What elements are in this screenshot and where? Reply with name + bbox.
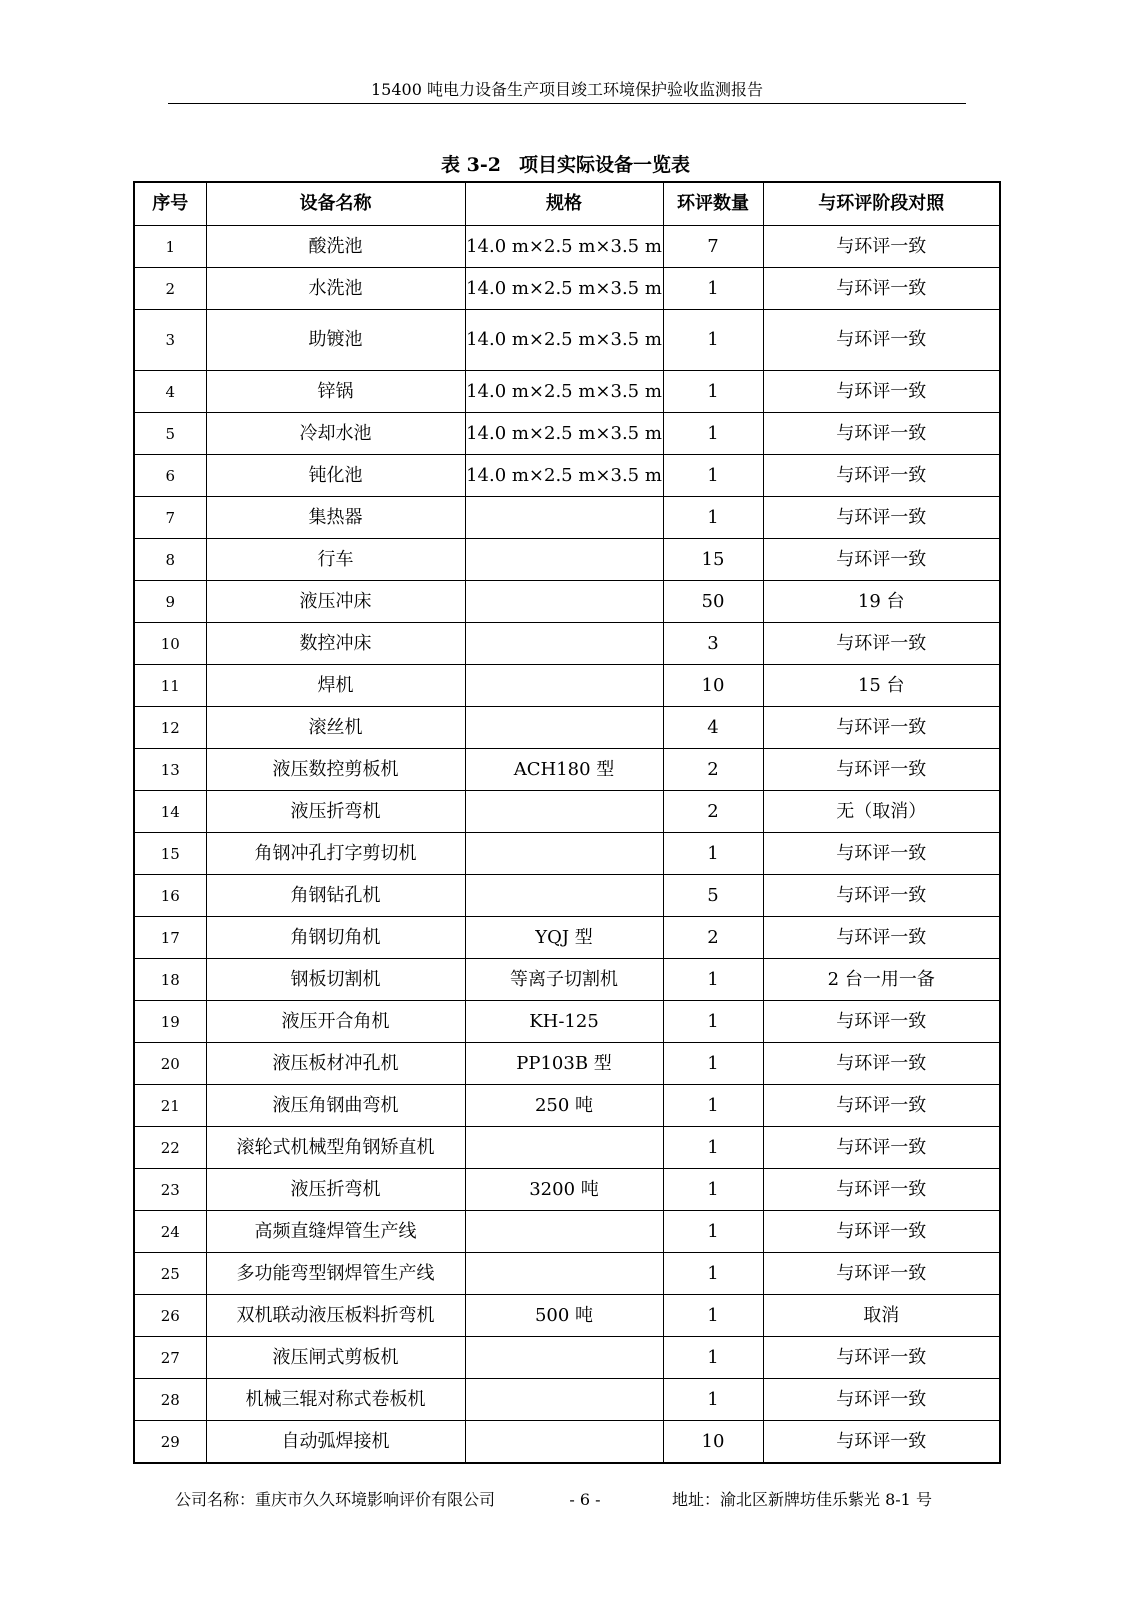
cell-comparison: 与环评一致	[763, 371, 1000, 413]
footer-company: 公司名称：重庆市久久环境影响评价有限公司	[175, 1490, 496, 1509]
cell-comparison: 取消	[763, 1295, 1000, 1337]
table-caption: 项目实际设备一览表	[518, 154, 690, 176]
cell-comparison: 与环评一致	[763, 1253, 1000, 1295]
cell-no: 18	[134, 959, 206, 1001]
cell-no: 10	[134, 623, 206, 665]
cell-comparison: 与环评一致	[763, 268, 1000, 310]
cell-spec: 14.0 m×2.5 m×3.5 m	[465, 455, 663, 497]
cell-equipment-name: 角钢钻孔机	[206, 875, 465, 917]
cell-spec: 14.0 m×2.5 m×3.5 m	[465, 268, 663, 310]
cell-equipment-name: 集热器	[206, 497, 465, 539]
table-row	[134, 1169, 1000, 1211]
table-row	[134, 1253, 1000, 1295]
cell-no: 28	[134, 1379, 206, 1421]
cell-no: 7	[134, 497, 206, 539]
cell-spec: PP103B 型	[465, 1043, 663, 1085]
cell-no: 21	[134, 1085, 206, 1127]
cell-quantity: 5	[663, 875, 763, 917]
cell-no: 13	[134, 749, 206, 791]
cell-equipment-name: 液压闸式剪板机	[206, 1337, 465, 1379]
table-row	[134, 310, 1000, 371]
cell-comparison: 与环评一致	[763, 1127, 1000, 1169]
cell-spec	[465, 1337, 663, 1379]
table-row	[134, 875, 1000, 917]
cell-comparison: 与环评一致	[763, 226, 1000, 268]
cell-comparison: 15 台	[763, 665, 1000, 707]
cell-spec	[465, 539, 663, 581]
cell-spec: 等离子切割机	[465, 959, 663, 1001]
table-row	[134, 1127, 1000, 1169]
cell-quantity: 1	[663, 959, 763, 1001]
cell-quantity: 1	[663, 455, 763, 497]
cell-comparison: 与环评一致	[763, 917, 1000, 959]
cell-comparison: 19 台	[763, 581, 1000, 623]
cell-quantity: 1	[663, 268, 763, 310]
cell-spec	[465, 1127, 663, 1169]
table-row	[134, 707, 1000, 749]
cell-comparison: 与环评一致	[763, 455, 1000, 497]
table-row	[134, 226, 1000, 268]
cell-quantity: 1	[663, 1337, 763, 1379]
table-row	[134, 581, 1000, 623]
cell-equipment-name: 角钢切角机	[206, 917, 465, 959]
cell-spec: 250 吨	[465, 1085, 663, 1127]
table-row	[134, 791, 1000, 833]
cell-quantity: 7	[663, 226, 763, 268]
cell-spec: ACH180 型	[465, 749, 663, 791]
cell-equipment-name: 高频直缝焊管生产线	[206, 1211, 465, 1253]
cell-equipment-name: 液压角钢曲弯机	[206, 1085, 465, 1127]
cell-no: 12	[134, 707, 206, 749]
cell-quantity: 50	[663, 581, 763, 623]
footer-address: 地址：渝北区新牌坊佳乐紫光 8-1 号	[672, 1490, 932, 1509]
cell-spec	[465, 1379, 663, 1421]
column-header-compare: 与环评阶段对照	[763, 182, 1000, 226]
cell-spec: YQJ 型	[465, 917, 663, 959]
cell-comparison: 无（取消）	[763, 791, 1000, 833]
cell-spec: 14.0 m×2.5 m×3.5 m	[465, 310, 663, 371]
cell-quantity: 1	[663, 833, 763, 875]
cell-spec	[465, 665, 663, 707]
cell-comparison: 与环评一致	[763, 539, 1000, 581]
cell-equipment-name: 滚轮式机械型角钢矫直机	[206, 1127, 465, 1169]
table-row	[134, 623, 1000, 665]
table-row	[134, 1337, 1000, 1379]
cell-no: 17	[134, 917, 206, 959]
cell-spec	[465, 1211, 663, 1253]
table-row	[134, 833, 1000, 875]
cell-spec	[465, 623, 663, 665]
cell-no: 14	[134, 791, 206, 833]
cell-quantity: 1	[663, 1169, 763, 1211]
cell-equipment-name: 酸洗池	[206, 226, 465, 268]
cell-no: 8	[134, 539, 206, 581]
column-header-no: 序号	[134, 182, 206, 226]
column-header-qty: 环评数量	[663, 182, 763, 226]
table-row	[134, 455, 1000, 497]
table-row	[134, 413, 1000, 455]
cell-quantity: 2	[663, 917, 763, 959]
cell-no: 26	[134, 1295, 206, 1337]
cell-spec: 14.0 m×2.5 m×3.5 m	[465, 413, 663, 455]
header-divider	[168, 103, 966, 104]
cell-comparison: 与环评一致	[763, 833, 1000, 875]
table-title	[133, 150, 998, 180]
cell-spec	[465, 497, 663, 539]
cell-equipment-name: 钝化池	[206, 455, 465, 497]
cell-equipment-name: 液压折弯机	[206, 1169, 465, 1211]
cell-comparison: 与环评一致	[763, 875, 1000, 917]
cell-quantity: 2	[663, 791, 763, 833]
table-row	[134, 371, 1000, 413]
cell-comparison: 与环评一致	[763, 1169, 1000, 1211]
page-number: - 6 -	[569, 1490, 601, 1509]
cell-equipment-name: 双机联动液压板料折弯机	[206, 1295, 465, 1337]
table-row	[134, 1001, 1000, 1043]
cell-comparison: 与环评一致	[763, 707, 1000, 749]
table-row	[134, 497, 1000, 539]
cell-quantity: 1	[663, 1295, 763, 1337]
cell-quantity: 1	[663, 1379, 763, 1421]
cell-comparison: 与环评一致	[763, 1211, 1000, 1253]
cell-spec	[465, 707, 663, 749]
column-header-spec: 规格	[465, 182, 663, 226]
cell-equipment-name: 滚丝机	[206, 707, 465, 749]
table-row	[134, 959, 1000, 1001]
table-row	[134, 1043, 1000, 1085]
cell-quantity: 1	[663, 497, 763, 539]
cell-no: 1	[134, 226, 206, 268]
cell-equipment-name: 自动弧焊接机	[206, 1421, 465, 1464]
cell-comparison: 与环评一致	[763, 1379, 1000, 1421]
cell-spec: 3200 吨	[465, 1169, 663, 1211]
cell-spec	[465, 791, 663, 833]
cell-comparison: 与环评一致	[763, 310, 1000, 371]
cell-quantity: 1	[663, 1253, 763, 1295]
cell-comparison: 2 台一用一备	[763, 959, 1000, 1001]
cell-quantity: 10	[663, 665, 763, 707]
cell-comparison: 与环评一致	[763, 1421, 1000, 1464]
cell-no: 11	[134, 665, 206, 707]
cell-spec	[465, 875, 663, 917]
table-row	[134, 1211, 1000, 1253]
cell-equipment-name: 角钢冲孔打字剪切机	[206, 833, 465, 875]
table-row	[134, 1379, 1000, 1421]
column-header-name: 设备名称	[206, 182, 465, 226]
cell-quantity: 1	[663, 1127, 763, 1169]
cell-no: 23	[134, 1169, 206, 1211]
report-header-title: 15400 吨电力设备生产项目竣工环境保护验收监测报告	[371, 80, 763, 99]
cell-equipment-name: 液压板材冲孔机	[206, 1043, 465, 1085]
cell-spec	[465, 833, 663, 875]
cell-quantity: 1	[663, 310, 763, 371]
cell-comparison: 与环评一致	[763, 1001, 1000, 1043]
cell-equipment-name: 行车	[206, 539, 465, 581]
equipment-table	[133, 181, 1001, 1464]
cell-comparison: 与环评一致	[763, 1085, 1000, 1127]
cell-no: 27	[134, 1337, 206, 1379]
cell-equipment-name: 液压数控剪板机	[206, 749, 465, 791]
cell-quantity: 1	[663, 1043, 763, 1085]
cell-equipment-name: 液压开合角机	[206, 1001, 465, 1043]
cell-equipment-name: 锌锅	[206, 371, 465, 413]
cell-comparison: 与环评一致	[763, 497, 1000, 539]
cell-quantity: 1	[663, 413, 763, 455]
cell-no: 4	[134, 371, 206, 413]
cell-comparison: 与环评一致	[763, 413, 1000, 455]
cell-no: 5	[134, 413, 206, 455]
cell-comparison: 与环评一致	[763, 1043, 1000, 1085]
cell-equipment-name: 水洗池	[206, 268, 465, 310]
table-row	[134, 539, 1000, 581]
cell-quantity: 15	[663, 539, 763, 581]
cell-equipment-name: 多功能弯型钢焊管生产线	[206, 1253, 465, 1295]
cell-quantity: 4	[663, 707, 763, 749]
table-row	[134, 1085, 1000, 1127]
cell-no: 22	[134, 1127, 206, 1169]
cell-spec: 500 吨	[465, 1295, 663, 1337]
table-header-row	[134, 182, 1000, 226]
cell-no: 25	[134, 1253, 206, 1295]
cell-quantity: 2	[663, 749, 763, 791]
cell-no: 6	[134, 455, 206, 497]
cell-no: 19	[134, 1001, 206, 1043]
cell-equipment-name: 冷却水池	[206, 413, 465, 455]
cell-quantity: 1	[663, 1211, 763, 1253]
cell-quantity: 10	[663, 1421, 763, 1464]
cell-no: 20	[134, 1043, 206, 1085]
cell-spec	[465, 1421, 663, 1464]
cell-spec: 14.0 m×2.5 m×3.5 m	[465, 371, 663, 413]
cell-no: 9	[134, 581, 206, 623]
cell-no: 15	[134, 833, 206, 875]
cell-quantity: 3	[663, 623, 763, 665]
cell-spec	[465, 1253, 663, 1295]
table-row	[134, 268, 1000, 310]
table-number: 表 3-2	[441, 154, 501, 176]
cell-equipment-name: 机械三辊对称式卷板机	[206, 1379, 465, 1421]
cell-equipment-name: 液压冲床	[206, 581, 465, 623]
cell-spec	[465, 581, 663, 623]
cell-equipment-name: 焊机	[206, 665, 465, 707]
cell-comparison: 与环评一致	[763, 1337, 1000, 1379]
cell-quantity: 1	[663, 371, 763, 413]
cell-equipment-name: 液压折弯机	[206, 791, 465, 833]
cell-no: 2	[134, 268, 206, 310]
table-row	[134, 917, 1000, 959]
cell-equipment-name: 数控冲床	[206, 623, 465, 665]
cell-no: 24	[134, 1211, 206, 1253]
cell-no: 3	[134, 310, 206, 371]
cell-comparison: 与环评一致	[763, 623, 1000, 665]
cell-no: 16	[134, 875, 206, 917]
table-row	[134, 665, 1000, 707]
cell-spec: 14.0 m×2.5 m×3.5 m	[465, 226, 663, 268]
cell-no: 29	[134, 1421, 206, 1464]
cell-equipment-name: 助镀池	[206, 310, 465, 371]
table-row	[134, 1421, 1000, 1464]
table-row	[134, 749, 1000, 791]
table-row	[134, 1295, 1000, 1337]
cell-quantity: 1	[663, 1085, 763, 1127]
cell-spec: KH-125	[465, 1001, 663, 1043]
cell-quantity: 1	[663, 1001, 763, 1043]
cell-equipment-name: 钢板切割机	[206, 959, 465, 1001]
cell-comparison: 与环评一致	[763, 749, 1000, 791]
